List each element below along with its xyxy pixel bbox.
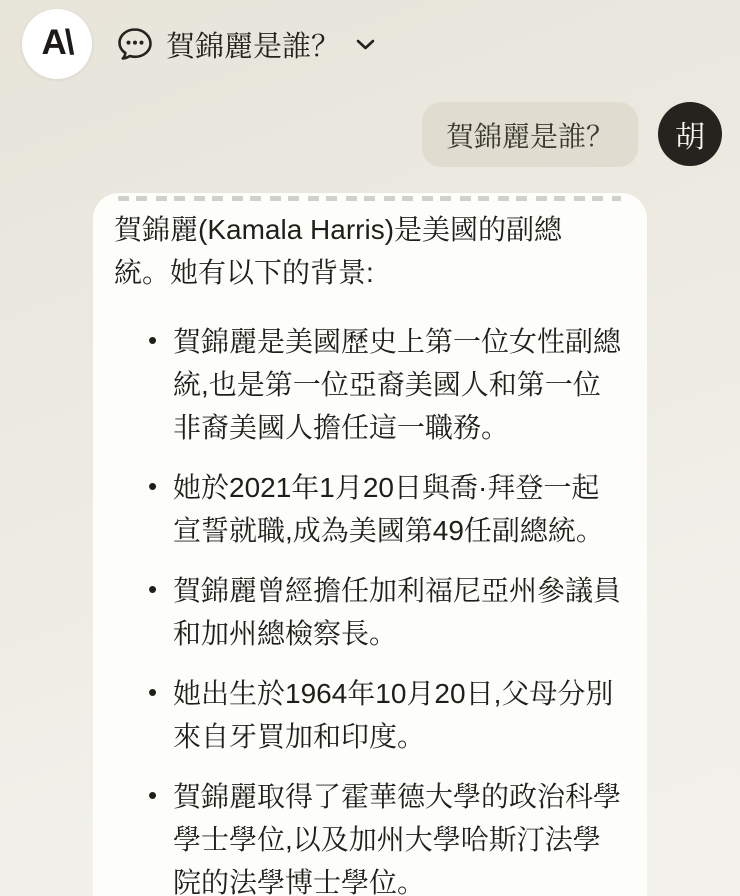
chevron-down-icon (353, 32, 378, 57)
bullet-marker: • (148, 574, 158, 604)
header (0, 0, 740, 90)
anthropic-logo-icon: A\ (41, 23, 73, 62)
user-message-text: 賀錦麗是誰？ (445, 120, 614, 152)
user-message-bubble (422, 102, 638, 167)
app-logo-button[interactable] (22, 9, 92, 79)
assistant-bullet-list (114, 320, 623, 896)
bullet-marker: • (148, 780, 158, 810)
bullet-text: 賀錦麗取得了霍華德大學的政治科學學士學位,以及加州大學哈斯汀法學院的法學博士學位。 (173, 781, 622, 896)
assistant-intro-text: 賀錦麗(Kamala Harris)是美國的副總統。她有以下的背景: (114, 214, 563, 288)
bullet-text: 她出生於1964年10月20日,父母分別來自牙買加和印度。 (173, 678, 614, 752)
bullet-marker: • (148, 677, 158, 707)
bullet-marker: • (148, 471, 158, 501)
chat-bubble-icon (115, 24, 155, 64)
clipped-text-remnant (118, 196, 621, 201)
bullet-text: 賀錦麗曾經擔任加利福尼亞州參議員和加州總檢察長。 (173, 575, 622, 649)
user-avatar-initial: 胡 (675, 121, 705, 154)
bullet-item (148, 466, 623, 552)
bullet-item (148, 775, 623, 896)
assistant-message-card (93, 193, 647, 896)
bullet-item (148, 672, 623, 758)
bullet-item (148, 569, 623, 655)
user-message-row (0, 102, 740, 167)
conversation-title: 賀錦麗是誰？ (166, 30, 341, 63)
bullet-marker: • (148, 325, 158, 355)
user-avatar (658, 102, 722, 166)
bullet-text: 賀錦麗是美國歷史上第一位女性副總統,也是第一位亞裔美國人和第一位非裔美國人擔任這一職務。 (173, 326, 622, 443)
bullet-text: 她於2021年1月20日與喬·拜登一起宣誓就職,成為美國第49任副總統。 (173, 472, 604, 546)
conversation-title-button[interactable] (115, 20, 378, 68)
bullet-item (148, 320, 623, 449)
